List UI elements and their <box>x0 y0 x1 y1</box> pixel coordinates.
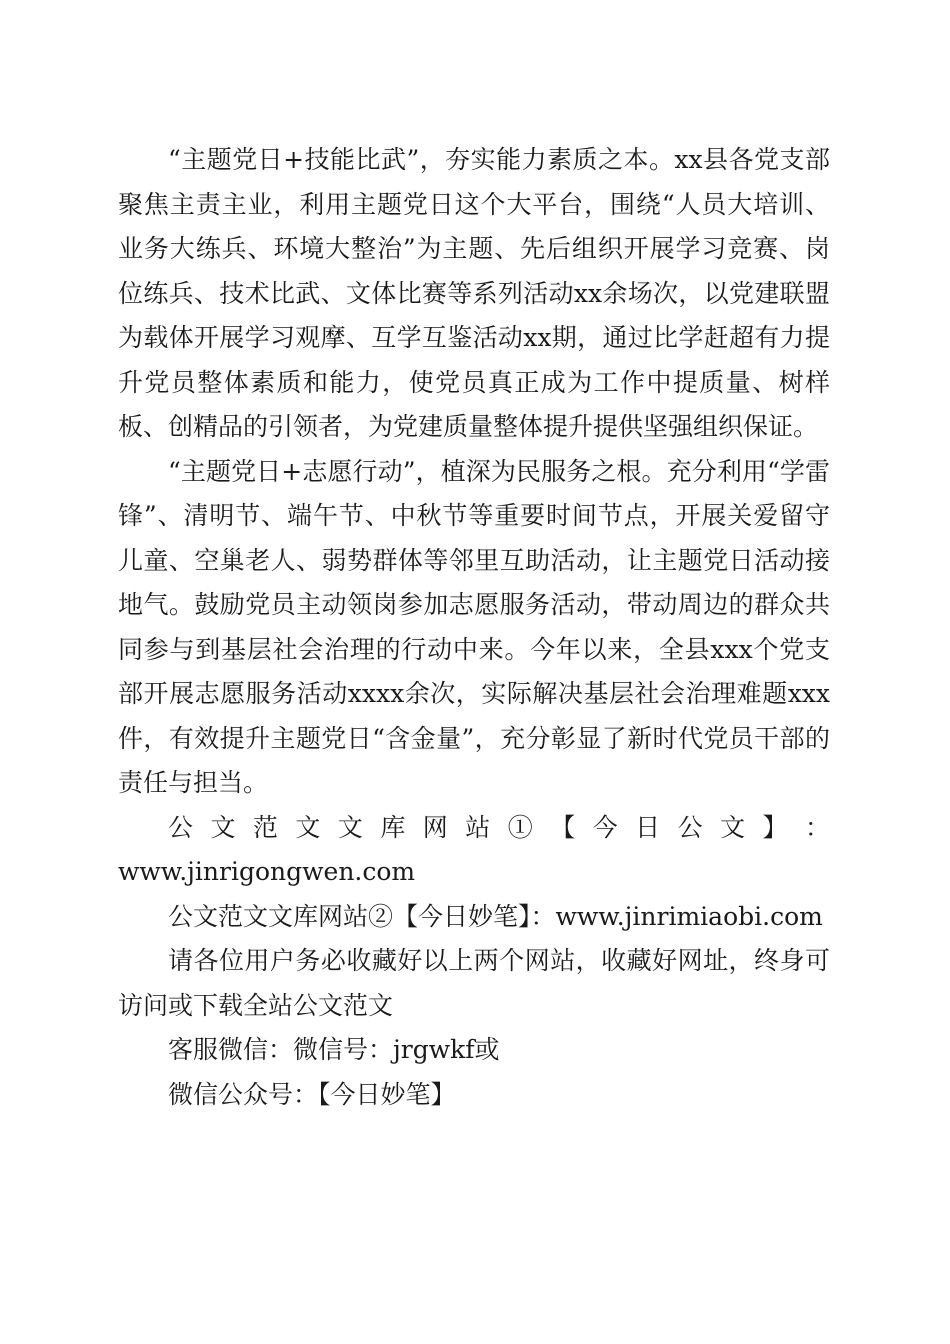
paragraph-skills-competition: “主题党日+技能比武”，夯实能力素质之本。xx县各党支部聚焦主责主业，利用主题党日这个大平台，围绕“人员大培训、业务大练兵、环境大整治”为主题、先后组织开展学习竞赛、岗位练兵、技术比武、文体比赛等系列活动xx余场次，以党建联盟为载体开展学习观摩、互学互鉴活动xx期，通过比学赶超有力提升党员整体素质和能力，使党员真正成为工作中提质量、树样板、创精品的引领者，为党建质量整体提升提供坚强组织保证。 <box>118 145 830 441</box>
document-body <box>118 138 830 1117</box>
footer-site2-line[interactable]: 公文范文文库网站②【今日妙笔】：www.jinrimiaobi.com <box>168 901 823 931</box>
footer-site1-url[interactable]: www.jinrigongwen.com <box>118 857 416 886</box>
footer-wechat-public: 微信公众号：【今日妙笔】 <box>168 1079 456 1109</box>
footer-notice: 请各位用户务必收藏好以上两个网站，收藏好网址，终身可访问或下载全站公文范文 <box>118 946 830 1020</box>
paragraph-volunteer-action: “主题党日+志愿行动”，植深为民服务之根。充分利用“学雷锋”、清明节、端午节、中秋节等重要时间节点，开展关爱留守儿童、空巢老人、弱势群体等邻里互助活动，让主题党日活动接地气。鼓励党员主动领岗参加志愿服务活动，带动周边的群众共同参与到基层社会治理的行动中来。今年以来，全县xxx个党支部开展志愿服务活动xxxx余次，实际解决基层社会治理难题xxx件，有效提升主题党日“含金量”，充分彰显了新时代党员干部的责任与担当。 <box>118 456 830 797</box>
footer-wechat-service: 客服微信：微信号：jrgwkf或 <box>168 1035 500 1064</box>
footer-site1-label: 公 文 范 文 文 库 网 站 ① 【 今 日 公 文 】 ： <box>168 812 831 842</box>
